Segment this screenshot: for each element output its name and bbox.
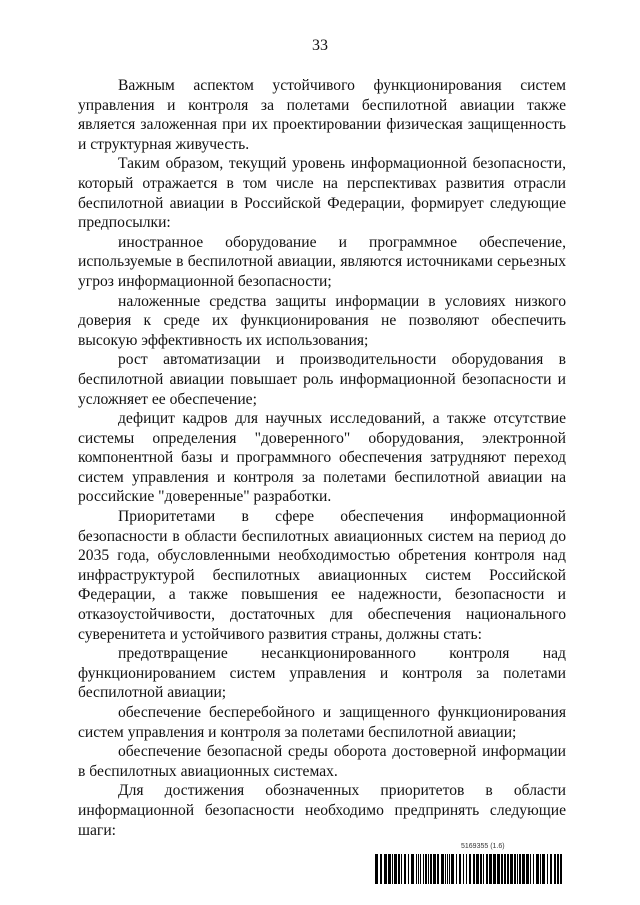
paragraph: обеспечение бесперебойного и защищенного функционирования систем управления и контроля за полетами беспилотной авиации; [78, 704, 566, 741]
paragraph: дефицит кадров для научных исследований, а также отсутствие системы определения "доверенного" оборудования, электронной компонентной базы и программного обеспечения затрудняют переход систем управления и контроля за полетами беспилотной авиации на российские "доверенные" разработки. [78, 410, 566, 506]
paragraph: Для достижения обозначенных приоритетов в области информационной безопасности необходимо предпринять следующие шаги: [78, 782, 566, 839]
paragraph: иностранное оборудование и программное обеспечение, используемые в беспилотной авиации, являются источниками серьезных угроз информационной безопасности; [78, 233, 566, 290]
paragraph: рост автоматизации и производительности оборудования в беспилотной авиации повышает роль информационной безопасности и усложняет ее обеспечение; [78, 351, 566, 408]
paragraph: Таким образом, текущий уровень информационной безопасности, который отражается в том числе на перспективах развития отрасли беспилотной авиации в Российской Федерации, формирует следующие предпосылки: [78, 155, 566, 232]
paragraph: Важным аспектом устойчивого функционирования систем управления и контроля за полетами беспилотной авиации также является заложенная при их проектировании физическая защищенность и структурная живучесть. [78, 77, 566, 153]
page-number: 33 [312, 37, 328, 54]
paragraph: Приоритетами в сфере обеспечения информационной безопасности в области беспилотных авиационных систем на период до 2035 года, обусловленными необходимостью обретения контроля над инфраструктурой беспилотных авиационных систем Российской Федерации, а также повышения ее надежности, безопасности и отказоустойчивости, достаточных для обеспечения национального суверенитета и устойчивого развития страны, должны стать: [78, 508, 566, 643]
barcode-label: 5169355 (1.6) [461, 843, 505, 850]
paragraph: обеспечение безопасной среды оборота достоверной информации в беспилотных авиационных системах. [78, 743, 566, 780]
paragraph: предотвращение несанкционированного контроля над функционированием систем управления и контроля за полетами беспилотной авиации; [78, 645, 566, 702]
document-body [78, 76, 566, 840]
paragraph: наложенные средства защиты информации в условиях низкого доверия к среде их функционирования не позволяют обеспечить высокую эффективность их использования; [78, 292, 566, 349]
barcode-image [375, 854, 563, 884]
